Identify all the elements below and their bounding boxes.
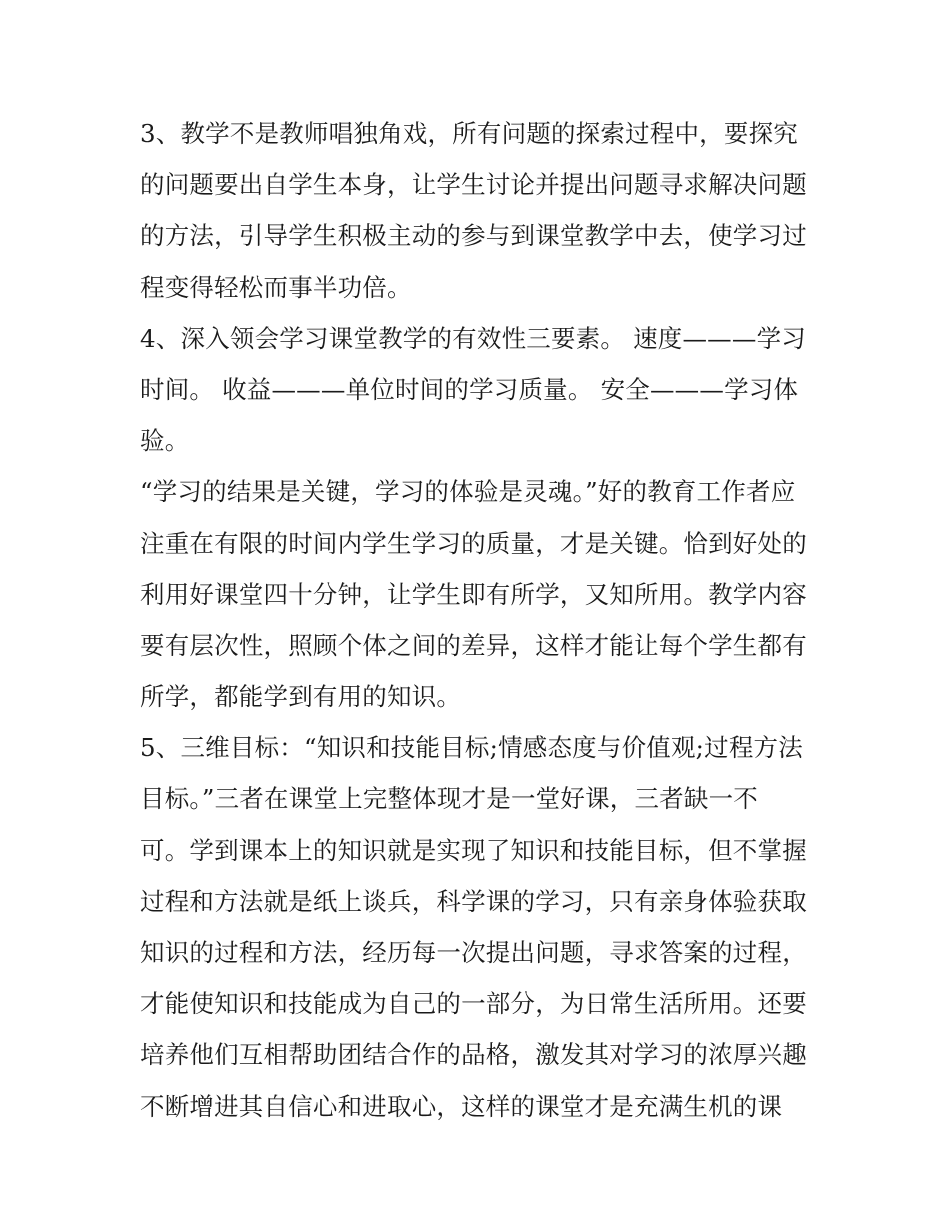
- text-line: 的问题要出自学生本身，让学生讨论并提出问题寻求解决问题: [140, 170, 807, 200]
- text-line: 3、教学不是教师唱独角戏，所有问题的探索过程中，要探究: [140, 119, 798, 148]
- text-line: 的方法，引导学生积极主动的参与到课堂教学中去，使学习过: [140, 221, 807, 251]
- text-line: “学习的结果是关键，学习的体验是灵魂。”好的教育工作者应: [140, 477, 796, 507]
- text-line: 5、三维目标：“知识和技能目标;情感态度与价值观;过程方法: [140, 733, 803, 763]
- document-body: [140, 108, 830, 1132]
- text-line: 目标。”三者在课堂上完整体现才是一堂好课，三者缺一不: [140, 784, 758, 814]
- text-line: 时间。 收益———单位时间的学习质量。 安全———学习体: [140, 374, 799, 404]
- text-line: 可。学到课本上的知识就是实现了知识和技能目标，但不掌握: [140, 835, 807, 865]
- text-line: 验。: [140, 426, 190, 456]
- text-line: 不断增进其自信心和进取心，这样的课堂才是充满生机的课: [140, 1091, 783, 1121]
- text-line: 才能使知识和技能成为自己的一部分，为日常生活所用。还要: [140, 989, 807, 1019]
- text-line: 过程和方法就是纸上谈兵，科学课的学习，只有亲身体验获取: [140, 886, 807, 916]
- text-line: 要有层次性，照顾个体之间的差异，这样才能让每个学生都有: [140, 630, 807, 660]
- text-line: 知识的过程和方法，经历每一次提出问题，寻求答案的过程，: [140, 938, 807, 967]
- text-line: 4、深入领会学习课堂教学的有效性三要素。 速度———学习: [140, 323, 806, 353]
- text-line: 注重在有限的时间内学生学习的质量，才是关键。恰到好处的: [140, 528, 807, 558]
- text-line: 程变得轻松而事半功倍。: [140, 272, 412, 302]
- text-line: 培养他们互相帮助团结合作的品格，激发其对学习的浓厚兴趣: [140, 1040, 807, 1070]
- text-line: 利用好课堂四十分钟，让学生即有所学，又知所用。教学内容: [140, 579, 807, 609]
- text-line: 所学，都能学到有用的知识。: [140, 682, 462, 712]
